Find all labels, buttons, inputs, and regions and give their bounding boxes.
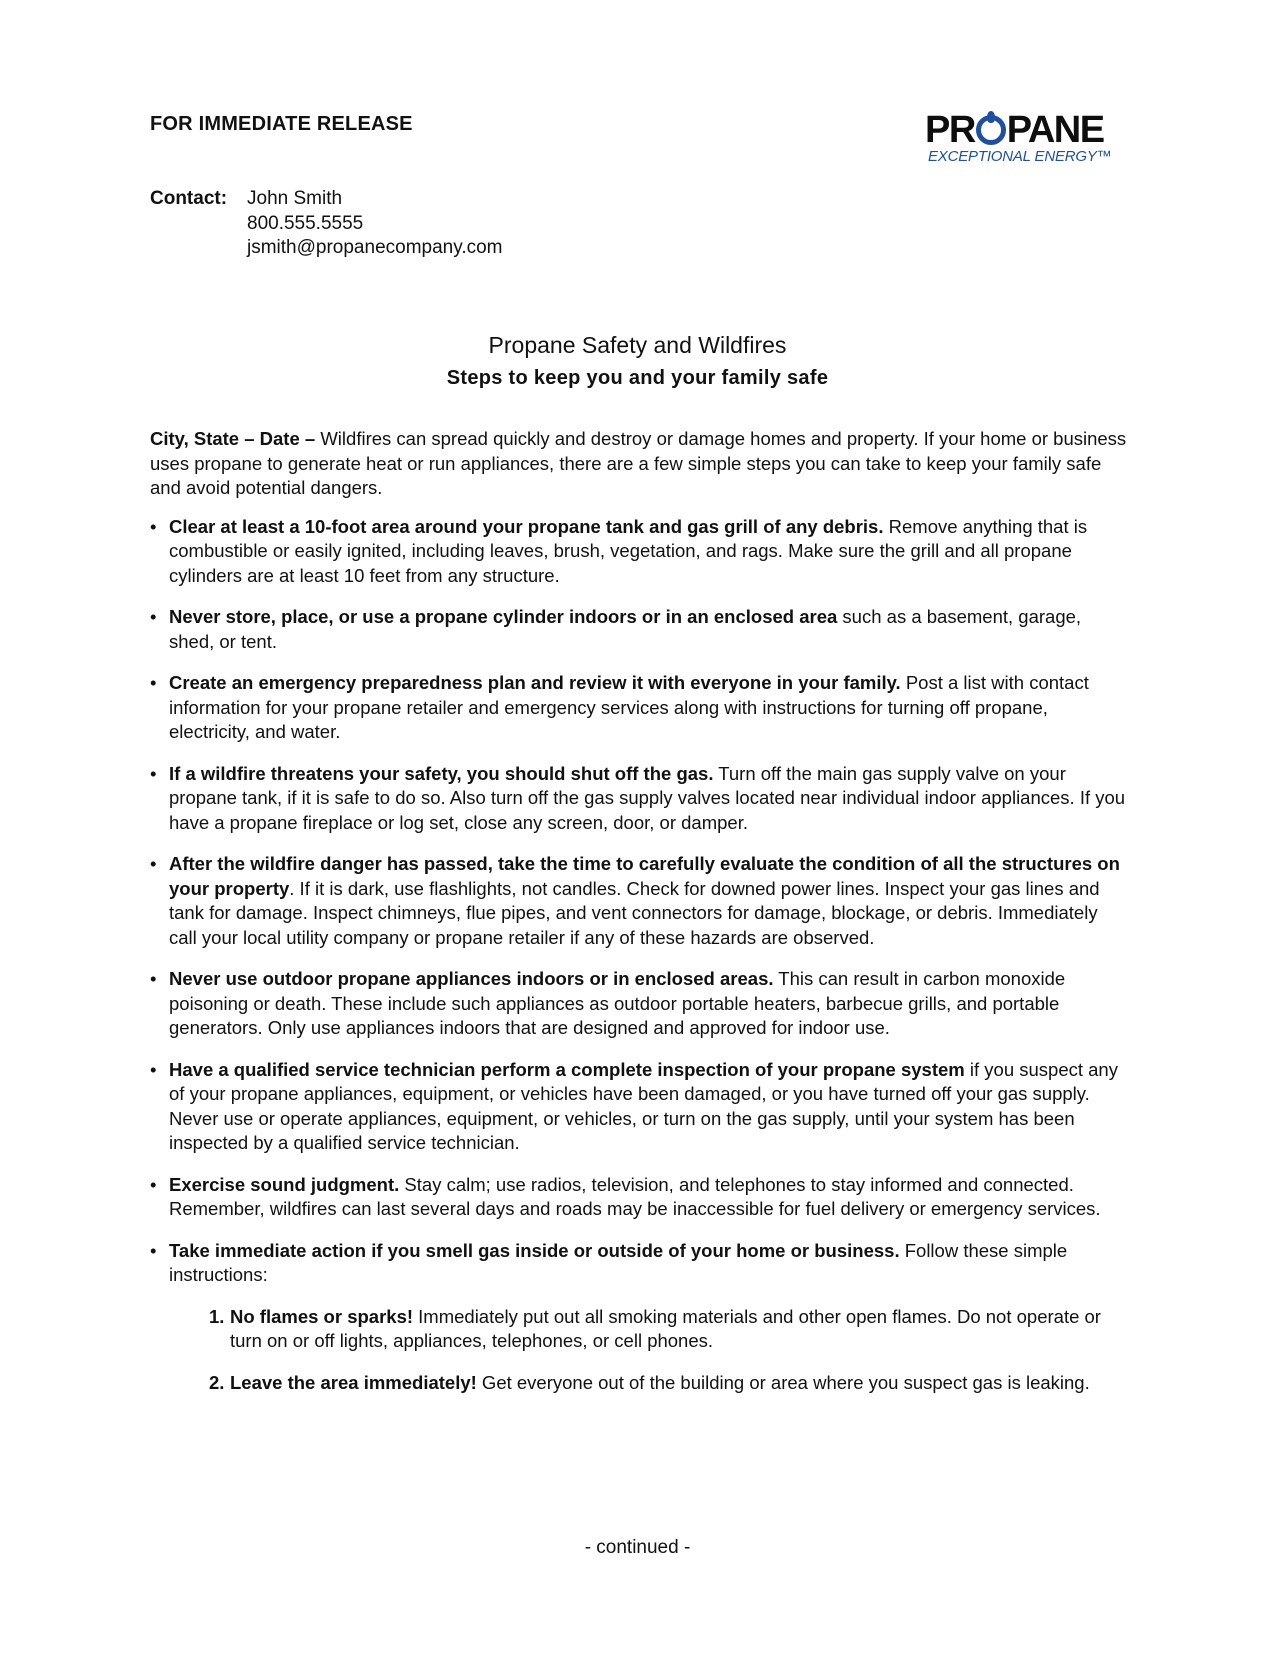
list-item [150, 967, 1130, 1041]
list-item-heading: Have a qualified service technician perform a complete inspection of your propane system [169, 1058, 965, 1080]
list-item [150, 1058, 1130, 1156]
flame-o-icon [976, 115, 1006, 145]
contact-name: John Smith [247, 188, 343, 209]
step-heading: No flames or sparks! [230, 1305, 414, 1327]
logo-wordmark [925, 108, 1104, 152]
intro-text: Wildfires can spread quickly and destroy or damage homes and property. If your home or business uses propane to generate heat or run appliances, there are a few simple steps you can take to keep your family safe and avoid potential dangers. [150, 428, 1127, 498]
intro-paragraph [150, 427, 1130, 501]
safety-tips-list [150, 515, 1130, 1396]
list-item-text: Turn off the main gas supply valve on your propane tank, if it is safe to do so. Also turn off the gas supply valves located near individual indoor appliances. If you have a propane fireplace or log set, close any screen, door, or damper. [169, 762, 1126, 833]
list-item-text: if you suspect any of your propane appliances, equipment, or vehicles have been damaged, or you have turned off your gas supply. Never use or operate appliances, equipment, or vehicles, or turn on the gas supply, until your system has been inspected by a qualified service technician. [169, 1058, 1118, 1153]
list-item [150, 1173, 1130, 1222]
list-item [150, 605, 1130, 654]
list-item-text: Post a list with contact information for your propane retailer and emergency services along with instructions for turning off propane, electricity, and water. [169, 672, 1089, 742]
list-item-text: . If it is dark, use flashlights, not candles. Check for downed power lines. Inspect your gas lines and tank for damage. Inspect chimneys, flue pipes, and vent connectors for damage, blockage, or debris. Immediately call your local utility company or propane retailer if any of these hazards are observed. [169, 877, 1100, 948]
list-item-text: This can result in carbon monoxide poisoning or death. These include such appliances as outdoor portable heaters, barbecue grills, and portable generators. Only use appliances indoors that are designed and approved for indoor use. [169, 968, 1066, 1038]
continued-footer: - continued - [584, 1537, 691, 1558]
list-item-heading: If a wildfire threatens your safety, you should shut off the gas. [169, 762, 714, 784]
step-number: 1. [209, 1305, 225, 1327]
list-item-heading: Never store, place, or use a propane cylinder indoors or in an enclosed area [169, 606, 838, 627]
list-item-heading: Exercise sound judgment. [169, 1173, 400, 1195]
list-item [150, 852, 1130, 950]
step-item [169, 1371, 1130, 1396]
list-item-heading: Create an emergency preparedness plan and review it with everyone in your family. [169, 672, 901, 693]
list-item [150, 1239, 1130, 1396]
list-item [150, 762, 1130, 836]
logo-tagline: EXCEPTIONAL ENERGY™ [928, 148, 1112, 165]
list-item-text: Remove anything that is combustible or easily ignited, including leaves, brush, vegetation, and rags. Make sure the grill and all propane cylinders are at least 10 feet from any structure. [169, 515, 1088, 586]
logo-word-left: PR [925, 109, 975, 151]
step-heading: Leave the area immediately! [230, 1371, 477, 1393]
list-item-heading: Take immediate action if you smell gas inside or outside of your home or business. [169, 1239, 900, 1261]
release-label: FOR IMMEDIATE RELEASE [150, 113, 413, 135]
document-body [150, 427, 1130, 1412]
logo-word-right: PANE [1006, 109, 1104, 151]
contact-phone: 800.555.5555 [247, 212, 364, 234]
step-item [169, 1305, 1130, 1354]
intro-lead: City, State – Date – [150, 428, 316, 449]
page-subtitle: Steps to keep you and your family safe [446, 367, 829, 389]
list-item [150, 515, 1130, 589]
gas-smell-steps [169, 1305, 1130, 1396]
step-text: Get everyone out of the building or area where you suspect gas is leaking. [476, 1371, 1090, 1393]
page-title: Propane Safety and Wildfires [488, 332, 787, 358]
list-item-text: Follow these simple instructions: [169, 1239, 1068, 1285]
list-item-heading: Never use outdoor propane appliances indoors or in enclosed areas. [169, 968, 774, 989]
list-item-text: Stay calm; use radios, television, and telephones to stay informed and connected. Remember, wildfires can last several days and roads may be inaccessible for fuel delivery or emergency services. [169, 1173, 1101, 1219]
step-text: Immediately put out all smoking materials and other open flames. Do not operate or turn on or off lights, appliances, telephones, or cell phones. [230, 1305, 1101, 1351]
list-item-heading: Clear at least a 10-foot area around your propane tank and gas grill of any debris. [169, 515, 884, 537]
list-item-text: such as a basement, garage, shed, or tent. [169, 606, 1082, 652]
contact-email: jsmith@propanecompany.com [247, 237, 503, 258]
step-number: 2. [209, 1371, 225, 1393]
list-item-heading: After the wildfire danger has passed, take the time to carefully evaluate the condition of all the structures on your property [169, 853, 1120, 899]
contact-label: Contact: [150, 188, 228, 209]
contact-details [247, 187, 647, 261]
propane-logo [925, 108, 1125, 168]
list-item [150, 671, 1130, 745]
